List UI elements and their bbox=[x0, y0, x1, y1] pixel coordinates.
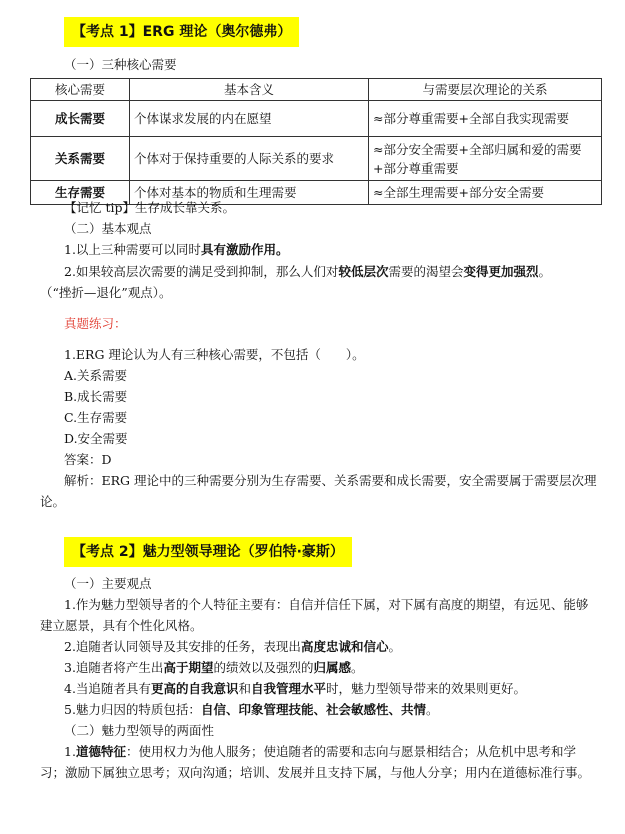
text: 1. bbox=[64, 744, 76, 759]
option-d: D.安全需要 bbox=[64, 431, 128, 446]
option-a: A.关系需要 bbox=[64, 368, 128, 383]
point-2-note: （“挫折—退化”观点）。 bbox=[40, 285, 172, 300]
option-b: B.成长需要 bbox=[64, 389, 128, 404]
section-header-erg: 【考点 1】ERG 理论（奥尔德弗） bbox=[64, 17, 299, 47]
text: 需要的渴望会 bbox=[388, 264, 464, 279]
bold-text: 变得更加强烈 bbox=[463, 264, 539, 279]
bold-text: 道德特征 bbox=[75, 744, 126, 759]
text: 4.当追随者具有 bbox=[64, 681, 151, 696]
table-cell-relation: ≈部分安全需要+全部归属和爱的需要+部分尊重需要 bbox=[369, 137, 602, 181]
text: 2.如果较高层次需要的满足受到抑制，那么人们对 bbox=[64, 264, 339, 279]
bold-text: 具有激励作用。 bbox=[200, 242, 289, 257]
subheading-core-needs: （一）三种核心需要 bbox=[64, 57, 177, 72]
analysis: 解析：ERG 理论中的三种需要分别为生存需要、关系需要和成长需要，安全需要属于需要层次理论。 bbox=[40, 473, 597, 509]
table-cell-meaning: 个体谋求发展的内在愿望 bbox=[130, 101, 369, 137]
subheading-two-sides: （二）魅力型领导的两面性 bbox=[64, 723, 215, 738]
view-3 bbox=[64, 657, 600, 678]
bold-text: 高度忠诚和信心 bbox=[300, 639, 389, 654]
table-cell-need: 生存需要 bbox=[31, 181, 130, 205]
view-2 bbox=[64, 636, 600, 657]
point-1 bbox=[64, 239, 600, 260]
table-header: 核心需要 bbox=[31, 79, 130, 101]
table-row bbox=[31, 137, 602, 181]
bold-text: 自信、印象管理技能、社会敏感性、共情 bbox=[200, 702, 426, 717]
table-cell-relation: ≈部分尊重需要+全部自我实现需要 bbox=[369, 101, 602, 137]
table-cell-meaning: 个体对于保持重要的人际关系的要求 bbox=[130, 137, 369, 181]
answer: 答案：D bbox=[64, 452, 112, 467]
bold-text: 自我管理水平 bbox=[250, 681, 326, 696]
table-cell-need: 成长需要 bbox=[31, 101, 130, 137]
option-c: C.生存需要 bbox=[64, 410, 128, 425]
text: 5.魅力归因的特质包括： bbox=[64, 702, 201, 717]
table-row bbox=[31, 101, 602, 137]
table-cell-need: 关系需要 bbox=[31, 137, 130, 181]
subheading-main-views: （一）主要观点 bbox=[64, 576, 152, 591]
view-4 bbox=[64, 678, 600, 699]
moral-traits bbox=[40, 741, 600, 783]
text: 。 bbox=[538, 264, 551, 279]
text: 3.追随者将产生出 bbox=[64, 660, 164, 675]
table-header-row bbox=[31, 79, 602, 101]
view-1: 1.作为魅力型领导者的个人特征主要有：自信并信任下属，对下属有高度的期望，有远见、能够建立愿景，具有个性化风格。 bbox=[40, 597, 589, 633]
bold-text: 更高的自我意识 bbox=[150, 681, 239, 696]
section-header-charismatic: 【考点 2】魅力型领导理论（罗伯特·豪斯） bbox=[64, 537, 352, 567]
point-2 bbox=[64, 261, 600, 282]
practice-title: 真题练习： bbox=[64, 316, 127, 331]
table-header: 与需要层次理论的关系 bbox=[369, 79, 602, 101]
question: 1.ERG 理论认为人有三种核心需要，不包括（ ）。 bbox=[64, 347, 365, 362]
bold-text: 归属感 bbox=[313, 660, 351, 675]
text: 。 bbox=[425, 702, 439, 717]
text: 时，魅力型领导带来的效果则更好。 bbox=[325, 681, 526, 696]
text: 1.以上三种需要可以同时 bbox=[64, 242, 201, 257]
memory-tip: 【记忆 tip】生存成长靠关系。 bbox=[64, 200, 235, 215]
table-cell-meaning: 个体对基本的物质和生理需要 bbox=[130, 181, 369, 205]
text: 。 bbox=[350, 660, 364, 675]
text: 的绩效以及强烈的 bbox=[213, 660, 314, 675]
table-header: 基本含义 bbox=[130, 79, 369, 101]
view-5 bbox=[64, 699, 600, 720]
text: 。 bbox=[388, 639, 401, 654]
text: 2.追随者认同领导及其安排的任务，表现出 bbox=[64, 639, 301, 654]
bold-text: 较低层次 bbox=[338, 264, 389, 279]
table-cell-relation: ≈全部生理需要+部分安全需要 bbox=[369, 181, 602, 205]
bold-text: 高于期望 bbox=[163, 660, 214, 675]
needs-table bbox=[30, 78, 602, 205]
subheading-basic-views: （二）基本观点 bbox=[64, 221, 152, 236]
text: 和 bbox=[238, 681, 251, 696]
text: ：使用权力为他人服务；使追随者的需要和志向与愿景相结合；从危机中思考和学习；激励下属独立思考；双向沟通；培训、发展并且支持下属，与他人分享；用内在道德标准行事。 bbox=[40, 744, 591, 780]
